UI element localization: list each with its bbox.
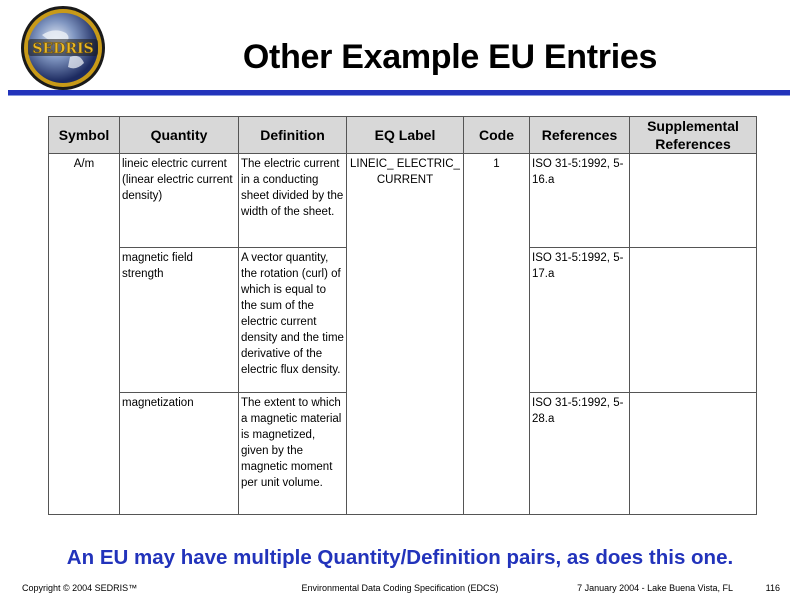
header-symbol: Symbol xyxy=(49,117,120,154)
sedris-logo xyxy=(20,5,106,91)
definition-cell: The extent to which a magnetic material is magnetized, given by the magnetic moment per unit volume. xyxy=(239,393,347,515)
references-cell: ISO 31-5:1992, 5-17.a xyxy=(530,248,630,393)
header-supplemental-references: Supplemental References xyxy=(630,117,757,154)
table-header-row xyxy=(49,117,757,154)
header-quantity: Quantity xyxy=(120,117,239,154)
logo-text: SEDRIS xyxy=(32,41,94,57)
header-eq-label: EQ Label xyxy=(347,117,464,154)
quantity-cell: lineic electric current (linear electric current density) xyxy=(120,154,239,248)
table-row xyxy=(49,154,757,248)
footer-copyright: Copyright © 2004 SEDRIS™ xyxy=(22,583,138,593)
footer-document-title: Environmental Data Coding Specification (EDCS) xyxy=(301,583,499,593)
header-definition: Definition xyxy=(239,117,347,154)
eq-label-cell: LINEIC_ ELECTRIC_ CURRENT xyxy=(347,154,464,515)
supplemental-cell xyxy=(630,393,757,515)
quantity-cell: magnetic field strength xyxy=(120,248,239,393)
header-code: Code xyxy=(464,117,530,154)
header-references: References xyxy=(530,117,630,154)
page-title: Other Example EU Entries xyxy=(242,38,658,76)
supplemental-cell xyxy=(630,154,757,248)
references-cell: ISO 31-5:1992, 5-28.a xyxy=(530,393,630,515)
supplemental-cell xyxy=(630,248,757,393)
quantity-cell: magnetization xyxy=(120,393,239,515)
definition-cell: A vector quantity, the rotation (curl) of which is equal to the sum of the electric current density and the time derivative of the electric flux density. xyxy=(239,248,347,393)
eu-entries-table xyxy=(48,116,757,515)
code-cell: 1 xyxy=(464,154,530,515)
definition-cell: The electric current in a conducting sheet divided by the width of the sheet. xyxy=(239,154,347,248)
slide-caption: An EU may have multiple Quantity/Definition pairs, as does this one. xyxy=(66,546,734,569)
symbol-cell: A/m xyxy=(49,154,120,515)
footer-date-location: 7 January 2004 - Lake Buena Vista, FL xyxy=(577,583,733,593)
references-cell: ISO 31-5:1992, 5-16.a xyxy=(530,154,630,248)
title-divider-shadow xyxy=(8,95,790,96)
footer-page-number: 116 xyxy=(765,583,780,593)
